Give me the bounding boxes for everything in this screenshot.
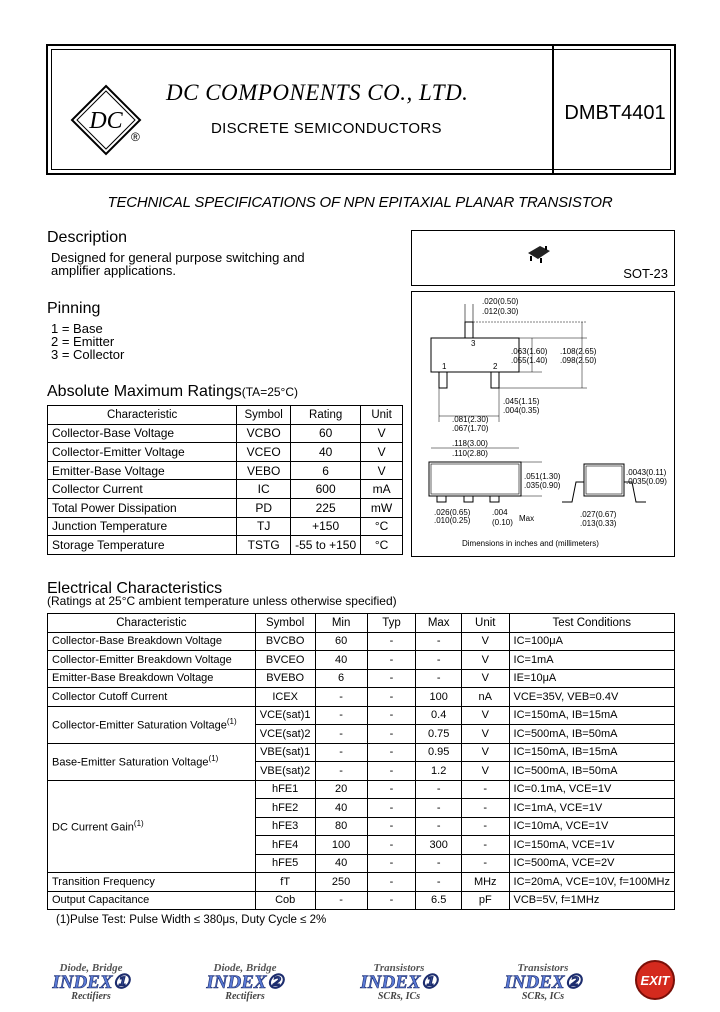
exit-label: EXIT [640,973,670,988]
package-name: SOT-23 [623,266,668,281]
elec-char-label: Base-Emitter Saturation Voltage [52,756,209,769]
abs-max-title: Absolute Maximum Ratings [47,383,242,400]
dim-d3: .063(1.60) [511,347,548,356]
dim-d5: .108(2.65) [560,347,597,356]
abs-max-cell: +150 [291,517,361,536]
elec-typ-cell: - [367,632,416,651]
elec-unit-cell: - [462,780,510,799]
badge-text-mid: INDEX② [206,972,284,993]
abs-max-row [48,443,403,462]
abs-max-heading [47,383,298,401]
badge-text-bot: Rectifiers [71,991,111,1002]
footer-badge[interactable] [494,962,592,1002]
elec-sym-cell: fT [255,873,315,892]
abs-max-cell: Emitter-Base Voltage [48,461,237,480]
elec-unit-cell: V [462,706,510,725]
elec-min-cell: - [315,762,367,781]
elec-char-label: Emitter-Base Breakdown Voltage [52,672,214,685]
elec-char-label: Collector-Base Breakdown Voltage [52,635,222,648]
elec-row [48,669,675,688]
elec-min-cell: 20 [315,780,367,799]
elec-typ-cell: - [367,725,416,744]
dim-d2: .012(0.30) [482,307,519,316]
elec-max-cell: 0.75 [416,725,462,744]
abs-max-cell: Total Power Dissipation [48,498,237,517]
abs-max-cell: TJ [237,517,291,536]
footer-badge[interactable] [350,962,448,1002]
dimension-svg [412,292,674,556]
footnote: (1)Pulse Test: Pulse Width ≤ 380μs, Duty Cycle ≤ 2% [56,914,327,926]
part-number: DMBT4401 [564,102,666,124]
elec-sym-cell: BVCBO [255,632,315,651]
elec-char-cell [48,632,256,651]
elec-max-cell: - [416,799,462,818]
page-title: TECHNICAL SPECIFICATIONS OF NPN EPITAXIAL PLANAR TRANSISTOR [107,194,613,211]
elec-sym-cell: BVCEO [255,651,315,670]
elec-typ-cell: - [367,873,416,892]
elec-sym-cell: hFE1 [255,780,315,799]
elec-sym-cell: VCE(sat)1 [255,706,315,725]
elec-unit-cell: V [462,651,510,670]
abs-max-header-row [48,406,403,425]
elec-typ-cell: - [367,891,416,910]
exit-icon[interactable] [633,958,677,1002]
footer-badge[interactable] [42,962,140,1002]
elec-cond-cell: IC=500mA, IB=50mA [509,725,674,744]
elec-max-cell: 0.4 [416,706,462,725]
registered-mark: ® [131,130,140,144]
abs-max-cell: mW [361,498,403,517]
elec-cond-cell: IC=20mA, VCE=10V, f=100MHz [509,873,674,892]
elec-char-cell [48,780,256,873]
abs-max-cell: 40 [291,443,361,462]
elec-char-label: Collector Cutoff Current [52,690,168,703]
dim-d12: .110(2.80) [452,449,488,458]
abs-max-condition: (TA=25°C) [241,385,299,399]
elec-header-row [48,614,675,633]
elec-min-cell: 250 [315,873,367,892]
dim-d14: .035(0.90) [524,481,561,490]
elec-min-cell: 40 [315,854,367,873]
elec-typ-cell: - [367,836,416,855]
elec-header-cell: Min [315,614,367,633]
elec-sym-cell: hFE3 [255,817,315,836]
elec-max-cell: 100 [416,688,462,707]
elec-unit-cell: nA [462,688,510,707]
dim-d8: .004(0.35) [503,406,540,415]
elec-min-cell: - [315,688,367,707]
elec-unit-cell: - [462,799,510,818]
elec-max-cell: 1.2 [416,762,462,781]
elec-typ-cell: - [367,669,416,688]
dim-d7: .045(1.15) [503,397,540,406]
abs-max-cell: 60 [291,424,361,443]
elec-unit-cell: pF [462,891,510,910]
elec-sym-cell: ICEX [255,688,315,707]
abs-max-header-cell: Unit [361,406,403,425]
elec-row [48,632,675,651]
elec-sym-cell: VBE(sat)1 [255,743,315,762]
elec-min-cell: 80 [315,817,367,836]
badge-text-top: Diode, Bridge [213,962,277,974]
elec-typ-cell: - [367,817,416,836]
pin-label-1: 1 [442,362,447,371]
elec-char-note: (1) [133,819,144,829]
elec-char-cell [48,651,256,670]
dimension-note: Dimensions in inches and (millimeters) [462,539,599,548]
abs-max-cell: °C [361,517,403,536]
elec-min-cell: - [315,743,367,762]
abs-max-cell: V [361,443,403,462]
elec-min-cell: - [315,725,367,744]
abs-max-header-cell: Symbol [237,406,291,425]
elec-unit-cell: - [462,854,510,873]
abs-max-header-cell: Characteristic [48,406,237,425]
elec-heading: Electrical Characteristics [47,580,223,597]
abs-max-table [47,405,403,555]
elec-min-cell: 6 [315,669,367,688]
abs-max-cell: V [361,424,403,443]
dim-d22: .027(0.67) [580,510,617,519]
elec-sym-cell: hFE4 [255,836,315,855]
dim-d6: .098(2.50) [560,356,597,365]
dim-d1: .020(0.50) [482,297,519,306]
abs-max-cell: Collector Current [48,480,237,499]
elec-row [48,743,675,762]
pin-1: 1 = Base [51,321,103,336]
elec-unit-cell: V [462,725,510,744]
elec-typ-cell: - [367,688,416,707]
abs-max-cell: VEBO [237,461,291,480]
abs-max-cell: 225 [291,498,361,517]
badge-text-bot: Rectifiers [225,991,265,1002]
elec-unit-cell: MHz [462,873,510,892]
package-image [526,243,552,265]
elec-typ-cell: - [367,762,416,781]
elec-header-cell: Characteristic [48,614,256,633]
badge-text-top: Transistors [373,962,425,974]
elec-cond-cell: IC=150mA, IB=15mA [509,706,674,725]
elec-typ-cell: - [367,780,416,799]
elec-cond-cell: IC=1mA [509,651,674,670]
elec-header-cell: Unit [462,614,510,633]
dimension-drawing [411,291,675,557]
badge-text-bot: SCRs, ICs [521,991,565,1002]
company-subtitle: DISCRETE SEMICONDUCTORS [211,120,442,137]
dim-d10: .067(1.70) [452,424,489,433]
header-box [46,44,676,175]
elec-cond-cell: IC=0.1mA, VCE=1V [509,780,674,799]
abs-max-cell: Collector-Base Voltage [48,424,237,443]
dim-d18: .010(0.25) [434,516,471,525]
elec-sym-cell: hFE2 [255,799,315,818]
elec-char-label: Collector-Emitter Breakdown Voltage [52,653,232,666]
elec-typ-cell: - [367,706,416,725]
elec-header-cell: Test Conditions [509,614,674,633]
elec-cond-cell: VCE=35V, VEB=0.4V [509,688,674,707]
elec-max-cell: - [416,651,462,670]
elec-char-cell [48,706,256,743]
abs-max-row [48,424,403,443]
elec-cond-cell: IC=1mA, VCE=1V [509,799,674,818]
elec-sym-cell: Cob [255,891,315,910]
description-line-2: amplifier applications. [51,263,177,278]
elec-row [48,688,675,707]
elec-char-label: Collector-Emitter Saturation Voltage [52,719,227,732]
abs-max-cell: -55 to +150 [291,536,361,555]
badge-text-mid: INDEX① [360,972,438,993]
abs-max-row [48,517,403,536]
abs-max-cell: 6 [291,461,361,480]
elec-cond-cell: IC=100μA [509,632,674,651]
dim-d4: .055(1.40) [511,356,548,365]
abs-max-cell: °C [361,536,403,555]
abs-max-cell: Storage Temperature [48,536,237,555]
elec-min-cell: - [315,891,367,910]
pin-label-3: 3 [471,339,476,348]
abs-max-cell: VCEO [237,443,291,462]
badge-text-mid: INDEX② [504,972,582,993]
elec-max-cell: - [416,854,462,873]
elec-max-cell: - [416,873,462,892]
abs-max-cell: mA [361,480,403,499]
elec-sym-cell: hFE5 [255,854,315,873]
elec-row [48,780,675,799]
elec-cond-cell: IC=500mA, VCE=2V [509,854,674,873]
elec-cond-cell: IC=10mA, VCE=1V [509,817,674,836]
dim-d17: .026(0.65) [434,508,471,517]
abs-max-cell: Junction Temperature [48,517,237,536]
elec-char-cell [48,891,256,910]
elec-typ-cell: - [367,651,416,670]
badge-text-mid: INDEX① [52,972,130,993]
elec-min-cell: 60 [315,632,367,651]
elec-header-cell: Max [416,614,462,633]
elec-typ-cell: - [367,743,416,762]
elec-cond-cell: IE=10μA [509,669,674,688]
badge-text-bot: SCRs, ICs [377,991,421,1002]
elec-typ-cell: - [367,799,416,818]
elec-cond-cell: IC=500mA, IB=50mA [509,762,674,781]
pin-label-2: 2 [493,362,498,371]
abs-max-cell: IC [237,480,291,499]
abs-max-row [48,536,403,555]
elec-row [48,891,675,910]
description-line-1: Designed for general purpose switching and [51,250,305,265]
dim-d13: .051(1.30) [524,472,561,481]
elec-sym-cell: VBE(sat)2 [255,762,315,781]
elec-sym-cell: BVEBO [255,669,315,688]
elec-max-cell: - [416,632,462,651]
pin-3: 3 = Collector [51,347,125,362]
abs-max-cell: VCBO [237,424,291,443]
abs-max-cell: V [361,461,403,480]
dim-d21: Max [519,514,535,523]
abs-max-row [48,480,403,499]
elec-max-cell: - [416,817,462,836]
pinning-heading: Pinning [47,300,101,317]
dim-d9: .081(2.30) [452,415,489,424]
abs-max-cell: 600 [291,480,361,499]
elec-char-cell [48,688,256,707]
company-name: DC COMPONENTS CO., LTD. [166,80,469,105]
elec-min-cell: 40 [315,651,367,670]
dim-d23: .013(0.33) [580,519,617,528]
dim-d20: (0.10) [492,518,513,527]
elec-table [47,613,675,910]
elec-row [48,651,675,670]
elec-header-cell: Symbol [255,614,315,633]
dim-d16: .0035(0.09) [626,477,667,486]
elec-char-cell [48,873,256,892]
logo-text: DC [89,108,123,134]
elec-char-label: DC Current Gain [52,821,134,834]
abs-max-cell: PD [237,498,291,517]
elec-min-cell: 40 [315,799,367,818]
abs-max-cell: TSTG [237,536,291,555]
header-divider [552,46,554,173]
elec-max-cell: 300 [416,836,462,855]
elec-typ-cell: - [367,854,416,873]
company-logo [70,84,142,156]
elec-char-note: (1) [226,717,237,727]
elec-char-label: Output Capacitance [52,894,150,907]
elec-subheading: (Ratings at 25°C ambient temperature unless otherwise specified) [47,594,397,608]
abs-max-header-cell: Rating [291,406,361,425]
elec-unit-cell: - [462,836,510,855]
abs-max-cell: Collector-Emitter Voltage [48,443,237,462]
elec-char-label: Transition Frequency [52,875,155,888]
description-heading: Description [47,229,128,246]
elec-row [48,873,675,892]
elec-max-cell: 6.5 [416,891,462,910]
elec-min-cell: 100 [315,836,367,855]
dim-d11: .118(3.00) [452,439,488,448]
elec-cond-cell: VCB=5V, f=1MHz [509,891,674,910]
elec-char-cell [48,743,256,780]
abs-max-row [48,498,403,517]
elec-cond-cell: IC=150mA, VCE=1V [509,836,674,855]
elec-min-cell: - [315,706,367,725]
elec-unit-cell: V [462,632,510,651]
badge-text-top: Diode, Bridge [59,962,123,974]
abs-max-row [48,461,403,480]
elec-unit-cell: V [462,743,510,762]
elec-max-cell: - [416,780,462,799]
elec-header-cell: Typ [367,614,416,633]
elec-max-cell: 0.95 [416,743,462,762]
dim-d15: .0043(0.11) [626,468,667,477]
package-box [411,230,675,286]
elec-char-cell [48,669,256,688]
elec-max-cell: - [416,669,462,688]
elec-unit-cell: V [462,669,510,688]
dim-d19: .004 [492,508,508,517]
badge-text-top: Transistors [517,962,569,974]
elec-cond-cell: IC=150mA, IB=15mA [509,743,674,762]
elec-unit-cell: - [462,817,510,836]
pin-2: 2 = Emitter [51,334,115,349]
elec-sym-cell: VCE(sat)2 [255,725,315,744]
footer-badge[interactable] [196,962,294,1002]
elec-row [48,706,675,725]
elec-char-note: (1) [208,754,219,764]
elec-unit-cell: V [462,762,510,781]
